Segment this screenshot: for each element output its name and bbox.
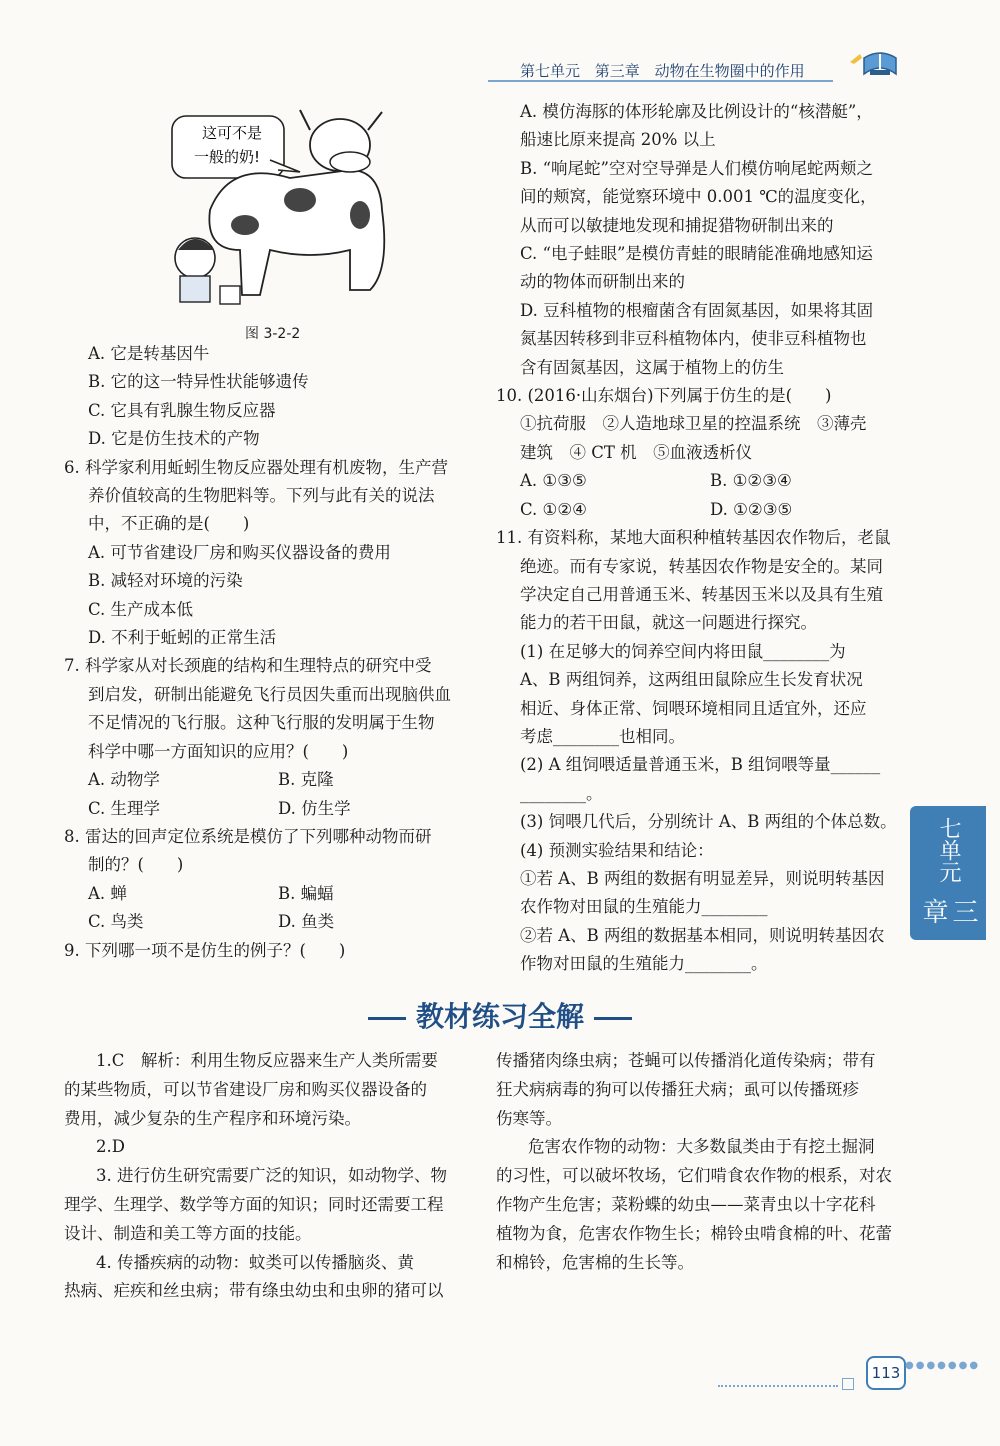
- q9-option-b: 间的颊窝，能觉察环境中 0.001 ℃的温度变化，: [520, 187, 877, 207]
- q6-stem: 6. 科学家利用蚯蚓生物反应器处理有机废物，生产营: [64, 457, 448, 477]
- left-column: [64, 340, 474, 965]
- q11-part-4: (4) 预测实验结果和结论：: [520, 840, 714, 860]
- answers-right: [496, 1047, 911, 1277]
- option: C. ①②④: [520, 499, 587, 519]
- q10-items: ①抗荷服 ②人造地球卫星的控温系统 ③薄壳: [520, 414, 867, 434]
- answer-4: 植物为食，危害农作物生长；棉铃虫啃食棉的叶、花蕾: [496, 1223, 892, 1243]
- q10-stem: 10. (2016·山东烟台)下列属于仿生的是( ): [496, 386, 832, 406]
- footer-dots-icon: ●●●●●●●: [905, 1360, 981, 1371]
- answer-4: 伤寒等。: [496, 1108, 562, 1128]
- q11-stem: 绝迹。而有专家说，转基因农作物是安全的。某同: [520, 556, 883, 576]
- option: C. 鸟类: [88, 912, 144, 932]
- q8-stem: 制的？( ): [88, 855, 184, 875]
- speech-line-1: 这可不是: [202, 124, 263, 142]
- answers-left: [64, 1047, 474, 1306]
- header-rule: [488, 80, 833, 82]
- answer-1: 的某些物质，可以节省建设厂房和购买仪器设备的: [64, 1079, 427, 1099]
- q9-stem: 9. 下列哪一项不是仿生的例子？( ): [64, 940, 346, 960]
- q11-part-1: 相近、身体正常、饲喂环境相同且适宜外，还应: [520, 698, 867, 718]
- q10-options: [496, 496, 911, 524]
- option: B. 克隆: [278, 770, 334, 790]
- q6-stem: 养价值较高的生物肥料等。下列与此有关的说法: [88, 486, 435, 506]
- title-rule-left: [368, 1017, 406, 1020]
- section-title-text: 教材练习全解: [415, 1000, 584, 1033]
- q8-options: [64, 908, 474, 936]
- q9-option-c: 动的物体而研制出来的: [520, 272, 685, 292]
- right-column: [496, 98, 911, 979]
- q11-stem: 学决定自己用普通玉米、转基因玉米以及具有生殖: [520, 584, 883, 604]
- q11-result-2: 作物对田鼠的生殖能力________。: [520, 954, 768, 974]
- answer-4: 作物产生危害；菜粉蝶的幼虫——菜青虫以十字花科: [496, 1194, 876, 1214]
- q7-stem: 不足情况的飞行服。这种飞行服的发明属于生物: [88, 713, 435, 733]
- running-header: [520, 60, 815, 81]
- q7-stem: 到启发，研制出能避免飞行员因失重而出现脑供血: [88, 684, 451, 704]
- speech-line-2: 一般的奶!: [194, 148, 261, 166]
- q9-option-d: 氮基因转移到非豆科植物体内，使非豆科植物也: [520, 329, 867, 349]
- answer-4: 传播猪肉绦虫病；苍蝇可以传播消化道传染病；带有: [496, 1051, 876, 1070]
- option: C. 生理学: [88, 798, 161, 818]
- q11-stem: 能力的若干田鼠，就这一问题进行探究。: [520, 613, 817, 633]
- q8-options: [64, 880, 474, 908]
- option: D. ①②③⑤: [710, 499, 793, 519]
- q11-result-2: ②若 A、B 两组的数据基本相同，则说明转基因农: [520, 925, 885, 945]
- q5-option-a: A. 它是转基因牛: [88, 344, 210, 363]
- q9-option-a: A. 模仿海豚的体形轮廓及比例设计的“核潜艇”，: [520, 102, 873, 121]
- answer-3: 3. 进行仿生研究需要广泛的知识，如动物学、物: [96, 1166, 447, 1186]
- header-unit: 第七单元: [520, 62, 581, 80]
- q11-part-1: (1) 在足够大的饲养空间内将田鼠________为: [520, 641, 846, 661]
- option: B. ①②③④: [710, 471, 792, 491]
- answer-4: 危害农作物的动物：大多数鼠类由于有挖土掘洞: [528, 1137, 875, 1157]
- q11-part-2: (2) A 组饲喂适量普通玉米，B 组饲喂等量______: [520, 755, 881, 775]
- q11-part-3: (3) 饲喂几代后，分别统计 A、B 两组的个体总数。: [520, 812, 897, 832]
- q10-items: 建筑 ④ CT 机 ⑤血液透析仪: [520, 442, 753, 462]
- q9-option-a: 船速比原来提高 20% 以上: [520, 130, 716, 150]
- q5-option-d: D. 它是仿生技术的产物: [88, 429, 260, 449]
- q6-option-d: D. 不利于蚯蚓的正常生活: [88, 628, 277, 648]
- q10-options: [496, 467, 911, 495]
- figure-caption: 图 3-2-2: [245, 326, 301, 342]
- page-number: 113: [866, 1356, 906, 1390]
- q11-result-1: ①若 A、B 两组的数据有明显差异，则说明转基因: [520, 868, 885, 888]
- q5-option-c: C. 它具有乳腺生物反应器: [88, 400, 276, 420]
- tab-unit-label: 七单元: [936, 817, 961, 883]
- q6-option-b: B. 减轻对环境的污染: [88, 571, 243, 591]
- answer-3: 理学、生理学、数学等方面的知识；同时还需要工程: [64, 1194, 444, 1214]
- q6-option-a: A. 可节省建设厂房和购买仪器设备的费用: [88, 542, 391, 562]
- footer-square-icon: [842, 1378, 854, 1390]
- tab-chapter-label: 三章: [918, 897, 978, 925]
- q5-option-b: B. 它的这一特异性状能够遗传: [88, 372, 309, 392]
- q9-option-d: 含有固氮基因，这属于植物上的仿生: [520, 357, 784, 377]
- answer-4: 4. 传播疾病的动物：蚊类可以传播脑炎、黄: [96, 1252, 414, 1272]
- q11-result-1: 农作物对田鼠的生殖能力________: [520, 897, 768, 917]
- q11-part-1: A、B 两组饲养，这两组田鼠除应生长发育状况: [520, 670, 863, 690]
- cow-illustration: [150, 100, 425, 320]
- answer-2: 2.D: [96, 1137, 125, 1157]
- option: A. 动物学: [88, 770, 160, 790]
- answer-4: 热病、疟疾和丝虫病；带有绦虫幼虫和虫卵的猪可以: [64, 1281, 444, 1301]
- option: D. 鱼类: [278, 912, 335, 932]
- option: A. ①③⑤: [520, 471, 587, 491]
- answer-1: 1.C 解析：利用生物反应器来生产人类所需要: [96, 1051, 438, 1070]
- footer-rule: [718, 1385, 838, 1387]
- q6-stem: 中，不正确的是( ): [88, 514, 250, 534]
- q11-part-2: ________。: [520, 783, 603, 803]
- answer-3: 设计、制造和美工等方面的技能。: [64, 1223, 312, 1243]
- section-title: [330, 995, 670, 1041]
- title-rule-right: [594, 1017, 632, 1020]
- answer-1: 费用，减少复杂的生产程序和环境污染。: [64, 1108, 361, 1128]
- q9-option-b: 从而可以敏捷地发现和捕捉猎物研制出来的: [520, 215, 834, 235]
- q7-options: [64, 766, 474, 794]
- q8-stem: 8. 雷达的回声定位系统是模仿了下列哪种动物而研: [64, 826, 432, 846]
- q7-stem: 科学中哪一方面知识的应用？( ): [88, 741, 349, 761]
- q7-options: [64, 795, 474, 823]
- option: D. 仿生学: [278, 798, 351, 818]
- chapter-side-tab: [910, 806, 986, 940]
- header-chapter: 第三章: [594, 62, 640, 80]
- book-logo-icon: [840, 44, 910, 84]
- q6-option-c: C. 生产成本低: [88, 599, 194, 619]
- header-title: 动物在生物圈中的作用: [654, 62, 805, 80]
- q11-stem: 11. 有资料称，某地大面积种植转基因农作物后，老鼠: [496, 528, 891, 548]
- answer-4: 狂犬病病毒的狗可以传播狂犬病；虱可以传播斑疹: [496, 1079, 859, 1099]
- answer-4: 的习性，可以破坏牧场，它们啃食农作物的根系，对农: [496, 1166, 892, 1186]
- q7-stem: 7. 科学家从对长颈鹿的结构和生理特点的研究中受: [64, 656, 432, 676]
- answer-4: 和棉铃，危害棉的生长等。: [496, 1252, 694, 1272]
- option: B. 蝙蝠: [278, 883, 334, 903]
- q9-option-c: C. “电子蛙眼”是模仿青蛙的眼睛能准确地感知运: [520, 244, 873, 264]
- option: A. 蝉: [88, 883, 127, 903]
- q9-option-b: B. “响尾蛇”空对空导弹是人们模仿响尾蛇两颊之: [520, 158, 873, 178]
- q11-part-1: 考虑________也相同。: [520, 726, 685, 746]
- q9-option-d: D. 豆科植物的根瘤菌含有固氮基因，如果将其固: [520, 300, 874, 320]
